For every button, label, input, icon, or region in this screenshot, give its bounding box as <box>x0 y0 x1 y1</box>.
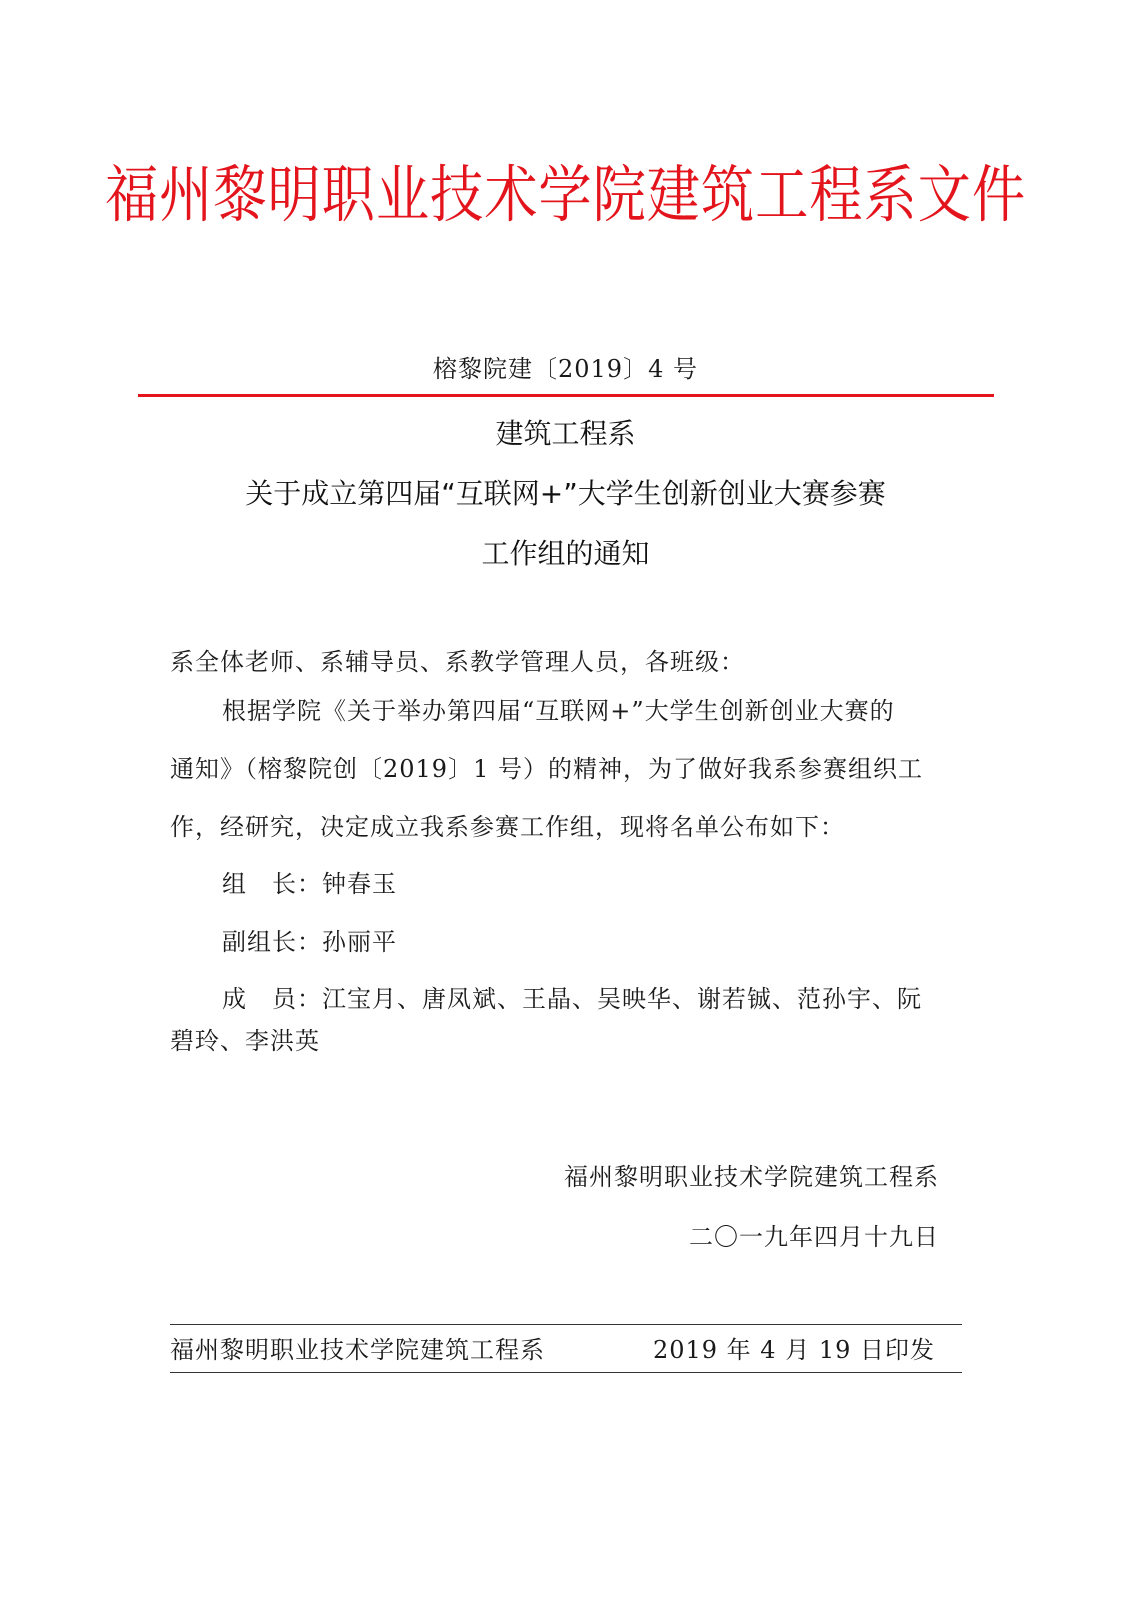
footer-bottom-rule <box>170 1372 962 1373</box>
document-header-title: 福州黎明职业技术学院建筑工程系文件 <box>104 158 1027 231</box>
footer-org: 福州黎明职业技术学院建筑工程系 <box>170 1336 545 1364</box>
deputy-leader-name: 孙丽平 <box>322 928 397 956</box>
notice-title-line-2: 关于成立第四届“互联网+”大学生创新创业大赛参赛 <box>245 477 886 510</box>
notice-title-line-1: 建筑工程系 <box>495 417 636 450</box>
members-list-line-1: 江宝月、唐凤斌、王晶、吴映华、谢若铖、范孙宇、阮 <box>322 985 922 1013</box>
paragraph-line-2: 通知》（榕黎院创〔2019〕1 号）的精神，为了做好我系参赛组织工 <box>170 755 923 783</box>
members-list-line-2: 碧玲、李洪英 <box>170 1027 320 1055</box>
notice-title-line-3: 工作组的通知 <box>481 537 650 570</box>
paragraph-line-1: 根据学院《关于举办第四届“互联网+”大学生创新创业大赛的 <box>222 697 895 725</box>
footer-top-rule <box>170 1324 962 1325</box>
red-divider-line <box>138 394 994 397</box>
signature-date: 二〇一九年四月十九日 <box>689 1223 939 1251</box>
leader-label: 组 长： <box>222 870 322 898</box>
document-number: 榕黎院建〔2019〕4 号 <box>433 355 698 383</box>
members-label: 成 员： <box>222 985 322 1013</box>
salutation: 系全体老师、系辅导员、系教学管理人员，各班级： <box>170 648 745 676</box>
signature-org: 福州黎明职业技术学院建筑工程系 <box>564 1163 939 1191</box>
leader-name: 钟春玉 <box>322 870 397 898</box>
paragraph-line-3: 作，经研究，决定成立我系参赛工作组，现将名单公布如下： <box>170 813 845 841</box>
footer-issued-date: 2019 年 4 月 19 日印发 <box>652 1336 935 1364</box>
deputy-leader-label: 副组长： <box>222 928 322 956</box>
deputy-leader-row <box>222 924 397 960</box>
leader-row <box>222 866 397 902</box>
members-row <box>222 981 922 1017</box>
